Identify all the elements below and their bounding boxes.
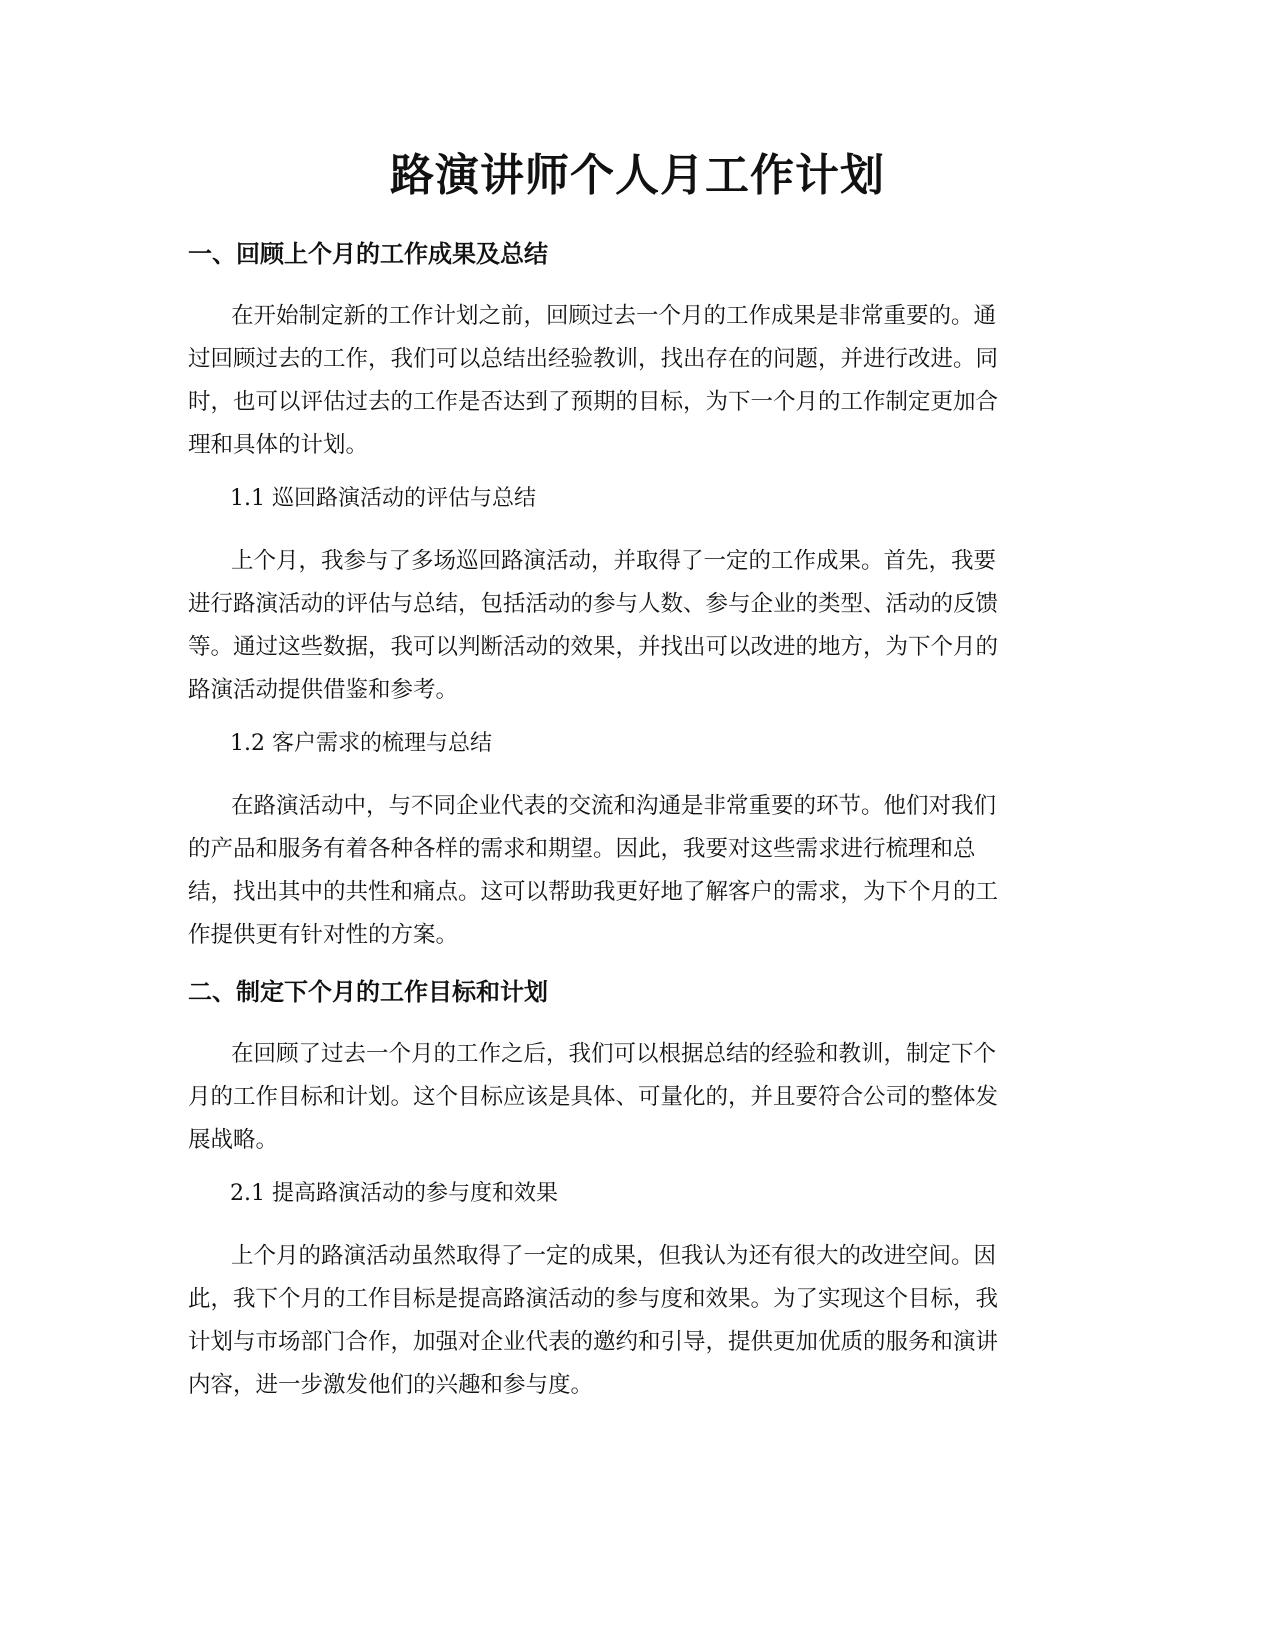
paragraph-line: 理和具体的计划。 [188,432,369,458]
section2-intro-paragraph [188,1033,1088,1162]
paragraph-line: 进行路演活动的评估与总结，包括活动的参与人数、参与企业的类型、活动的反馈 [188,591,999,617]
paragraph-line: 时，也可以评估过去的工作是否达到了预期的目标，为下一个月的工作制定更加合 [188,389,999,415]
section-heading-1: 一、回顾上个月的工作成果及总结 [188,240,548,268]
document-title: 路演讲师个人月工作计划 [390,150,885,201]
paragraph-line: 上个月的路演活动虽然取得了一定的成果，但我认为还有很大的改进空间。因 [231,1243,997,1269]
subsection1-2-paragraph [188,785,1088,957]
paragraph-line: 在开始制定新的工作计划之前，回顾过去一个月的工作成果是非常重要的。通 [231,303,997,329]
subsection-heading-1-1: 1.1 巡回路演活动的评估与总结 [230,486,536,511]
paragraph-line: 的产品和服务有着各种各样的需求和期望。因此，我要对这些需求进行梳理和总 [188,836,976,862]
paragraph-line: 计划与市场部门合作，加强对企业代表的邀约和引导，提供更加优质的服务和演讲 [188,1329,999,1355]
subsection1-1-paragraph [188,540,1088,712]
subsection-heading-2-1: 2.1 提高路演活动的参与度和效果 [230,1181,558,1206]
section1-intro-paragraph [188,295,1088,467]
paragraph-line: 上个月，我参与了多场巡回路演活动，并取得了一定的工作成果。首先，我要 [231,548,997,574]
paragraph-line: 此，我下个月的工作目标是提高路演活动的参与度和效果。为了实现这个目标，我 [188,1286,999,1312]
paragraph-line: 展战略。 [188,1127,279,1153]
subsection-heading-1-2: 1.2 客户需求的梳理与总结 [230,731,492,756]
paragraph-line: 过回顾过去的工作，我们可以总结出经验教训，找出存在的问题，并进行改进。同 [188,346,999,372]
paragraph-line: 作提供更有针对性的方案。 [188,922,459,948]
subsection2-1-paragraph [188,1235,1088,1407]
paragraph-line: 月的工作目标和计划。这个目标应该是具体、可量化的，并且要符合公司的整体发 [188,1084,999,1110]
paragraph-line: 在路演活动中，与不同企业代表的交流和沟通是非常重要的环节。他们对我们 [231,793,997,819]
paragraph-line: 路演活动提供借鉴和参考。 [188,677,459,703]
paragraph-line: 内容，进一步激发他们的兴趣和参与度。 [188,1372,594,1398]
paragraph-line: 在回顾了过去一个月的工作之后，我们可以根据总结的经验和教训，制定下个 [231,1041,997,1067]
section-heading-2: 二、制定下个月的工作目标和计划 [188,978,548,1006]
paragraph-line: 结，找出其中的共性和痛点。这可以帮助我更好地了解客户的需求，为下个月的工 [188,879,999,905]
paragraph-line: 等。通过这些数据，我可以判断活动的效果，并找出可以改进的地方，为下个月的 [188,634,999,660]
